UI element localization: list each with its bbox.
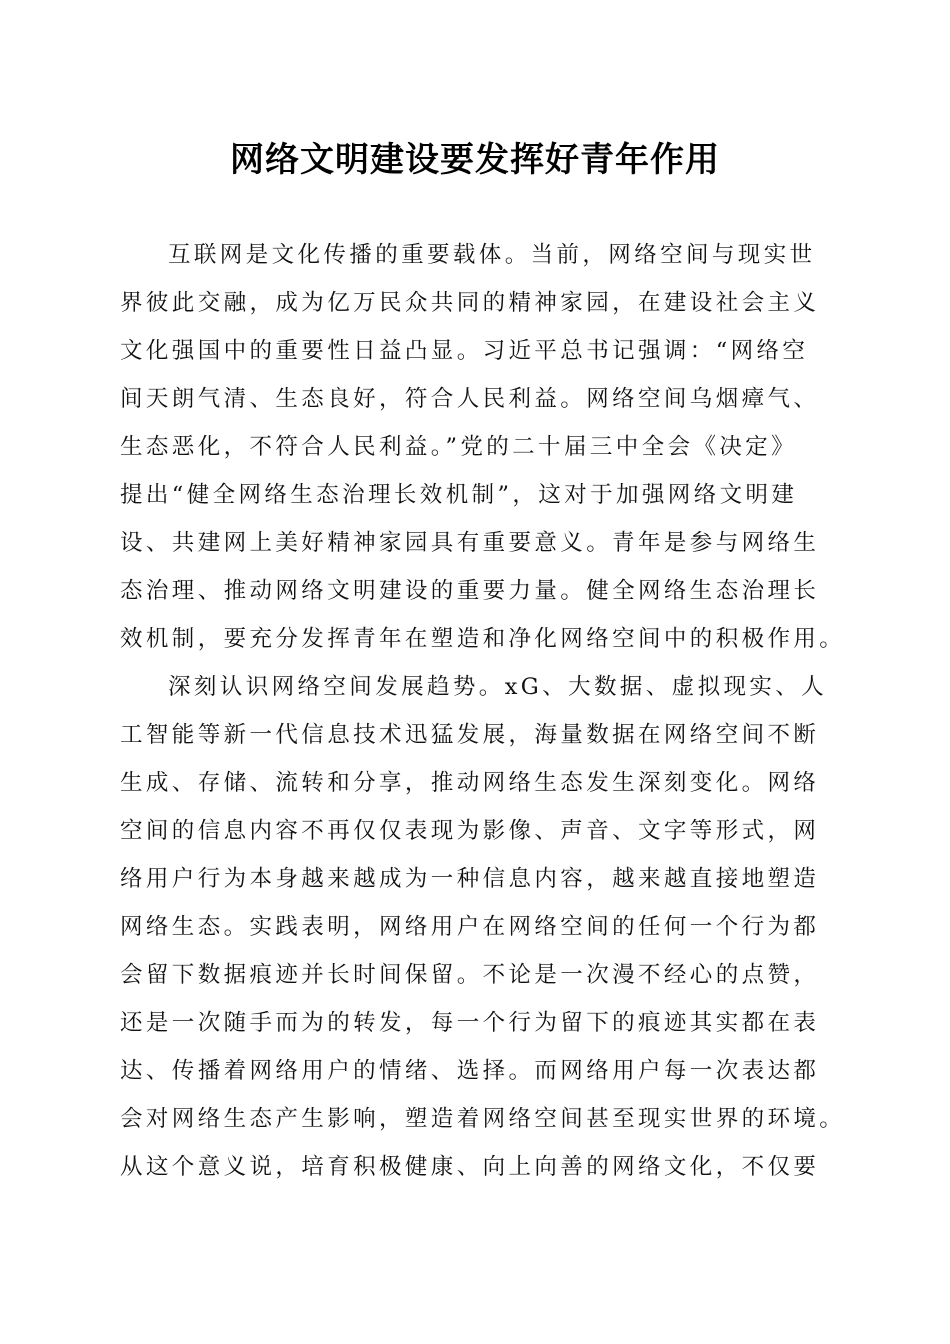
paragraph-line: 络用户行为本身越来越成为一种信息内容，越来越直接地塑造 bbox=[120, 866, 820, 892]
paragraph-line: 会对网络生态产生影响，塑造着网络空间甚至现实世界的环境。 bbox=[120, 1106, 846, 1132]
paragraph-line: 提出“健全网络生态治理长效机制”，这对于加强网络文明建 bbox=[120, 482, 798, 508]
paragraph-line: 效机制，要充分发挥青年在塑造和净化网络空间中的积极作用。 bbox=[120, 626, 846, 652]
paragraph-line: 文化强国中的重要性日益凸显。习近平总书记强调：“网络空 bbox=[120, 338, 809, 364]
paragraph-line: 网络生态。实践表明，网络用户在网络空间的任何一个行为都 bbox=[120, 914, 820, 940]
paragraph-line: 间天朗气清、生态良好，符合人民利益。网络空间乌烟瘴气、 bbox=[120, 386, 820, 412]
paragraph-line: 会留下数据痕迹并长时间保留。不论是一次漫不经心的点赞， bbox=[120, 962, 820, 988]
paragraph-line: 深刻认识网络空间发展趋势。xG、大数据、虚拟现实、人 bbox=[168, 674, 828, 700]
document-title: 网络文明建设要发挥好青年作用 bbox=[230, 140, 720, 180]
paragraph-line: 达、传播着网络用户的情绪、选择。而网络用户每一次表达都 bbox=[120, 1058, 820, 1084]
paragraph-line: 空间的信息内容不再仅仅表现为影像、声音、文字等形式，网 bbox=[120, 818, 820, 844]
paragraph-line: 生态恶化，不符合人民利益。”党的二十届三中全会《决定》 bbox=[120, 434, 798, 460]
paragraph-line: 工智能等新一代信息技术迅猛发展，海量数据在网络空间不断 bbox=[120, 722, 820, 748]
paragraph-line: 互联网是文化传播的重要载体。当前，网络空间与现实世 bbox=[168, 242, 816, 268]
paragraph-line: 从这个意义说，培育积极健康、向上向善的网络文化，不仅要 bbox=[120, 1154, 820, 1180]
paragraph-line: 还是一次随手而为的转发，每一个行为留下的痕迹其实都在表 bbox=[120, 1010, 820, 1036]
paragraph-line: 态治理、推动网络文明建设的重要力量。健全网络生态治理长 bbox=[120, 578, 820, 604]
paragraph-line: 设、共建网上美好精神家园具有重要意义。青年是参与网络生 bbox=[120, 530, 820, 556]
paragraph-line: 生成、存储、流转和分享，推动网络生态发生深刻变化。网络 bbox=[120, 770, 820, 796]
paragraph-line: 界彼此交融，成为亿万民众共同的精神家园，在建设社会主义 bbox=[120, 290, 820, 316]
